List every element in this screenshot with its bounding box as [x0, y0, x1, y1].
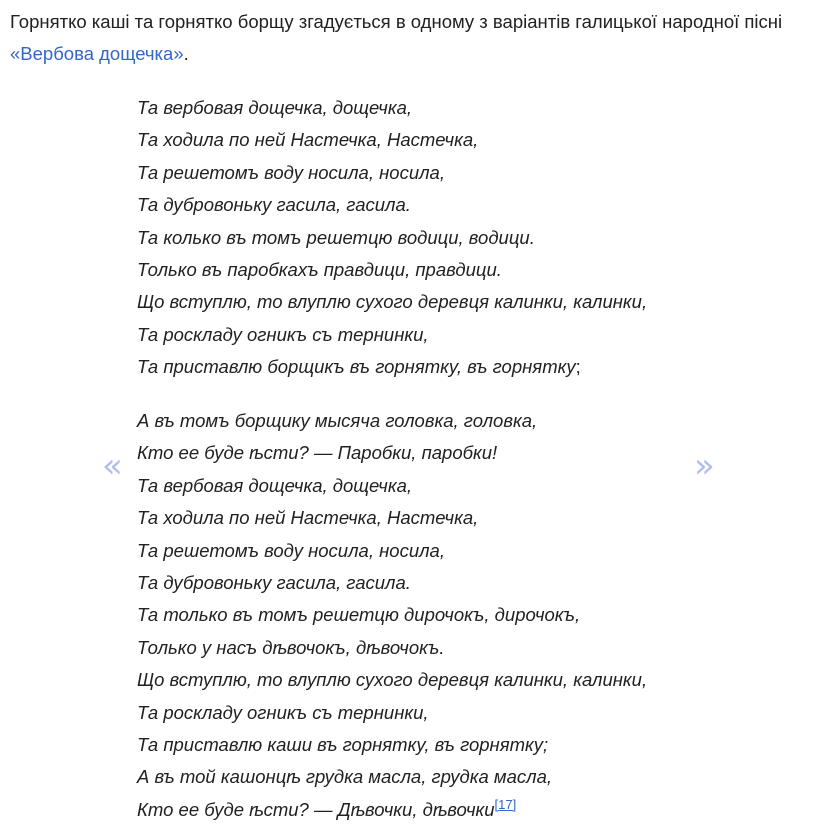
poem-line: Та роскладу огникъ съ тернинки,: [137, 323, 429, 345]
poem-line-text: Та приставлю борщикъ въ горнятку, въ горнятку: [137, 356, 576, 378]
poem-line-last: [137, 794, 697, 826]
poem-line: Та ходила по ней Настечка, Настечка,: [137, 129, 479, 151]
poem-line-last: [137, 351, 697, 383]
poem-line: Що вступлю, то влуплю сухого деревця калинки, калинки,: [137, 291, 648, 313]
intro-paragraph: [10, 6, 806, 70]
poem-line: Що вступлю, то влуплю сухого деревця калинки, калинки,: [137, 669, 648, 691]
open-quote-icon: «: [102, 446, 123, 486]
reference-link[interactable]: [17]: [494, 796, 517, 812]
poem-stanza-1: [137, 92, 697, 384]
poem-semicolon: ;: [575, 356, 581, 378]
poem-line: Та роскладу огникъ съ тернинки,: [137, 701, 429, 723]
intro-period: .: [183, 43, 189, 64]
poem-line: Та колько въ томъ решетцю водици, водици.: [137, 226, 535, 248]
poem-line: Только у насъ дѣвочокъ, дѣвочокъ.: [137, 636, 445, 658]
poem-line: Та решетомъ воду носила, носила,: [137, 161, 445, 183]
intro-text: Горнятко каші та горнятко борщу згадується в одному з варіантів галицької народної пісні: [10, 11, 783, 32]
poem-line: А въ томъ борщику мысяча головка, головка,: [137, 410, 538, 431]
poem-line: Та приставлю каши въ горнятку, въ горнятку;: [137, 733, 549, 755]
poem-line: Кто ее буде ѣсти? — Паробки, паробки!: [137, 442, 498, 464]
poem-line: Та дубровоньку гасила, гасила.: [137, 194, 411, 216]
poem-line: А въ той кашонцѣ грудка масла, грудка масла,: [137, 766, 553, 788]
song-link[interactable]: «Вербова дощечка»: [10, 43, 184, 64]
poem-line-text: Кто ее буде ѣсти? — Дѣвочки, дѣвочки: [137, 798, 495, 820]
poem-line: Та вербовая дощечка, дощечка,: [137, 474, 413, 496]
poem-line: Та ходила по ней Настечка, Настечка,: [137, 507, 479, 529]
close-quote-icon: »: [694, 446, 715, 486]
poem-line: Та вербовая дощечка, дощечка,: [137, 97, 413, 118]
poem-line: Та решетомъ воду носила, носила,: [137, 539, 445, 561]
poem-line: Только въ паробкахъ правдици, правдици.: [137, 258, 502, 280]
poem-stanza-2: [137, 405, 697, 826]
poem-line: Та дубровоньку гасила, гасила.: [137, 571, 411, 593]
poem-line: Та только въ томъ решетцю дирочокъ, дирочокъ,: [137, 604, 581, 626]
